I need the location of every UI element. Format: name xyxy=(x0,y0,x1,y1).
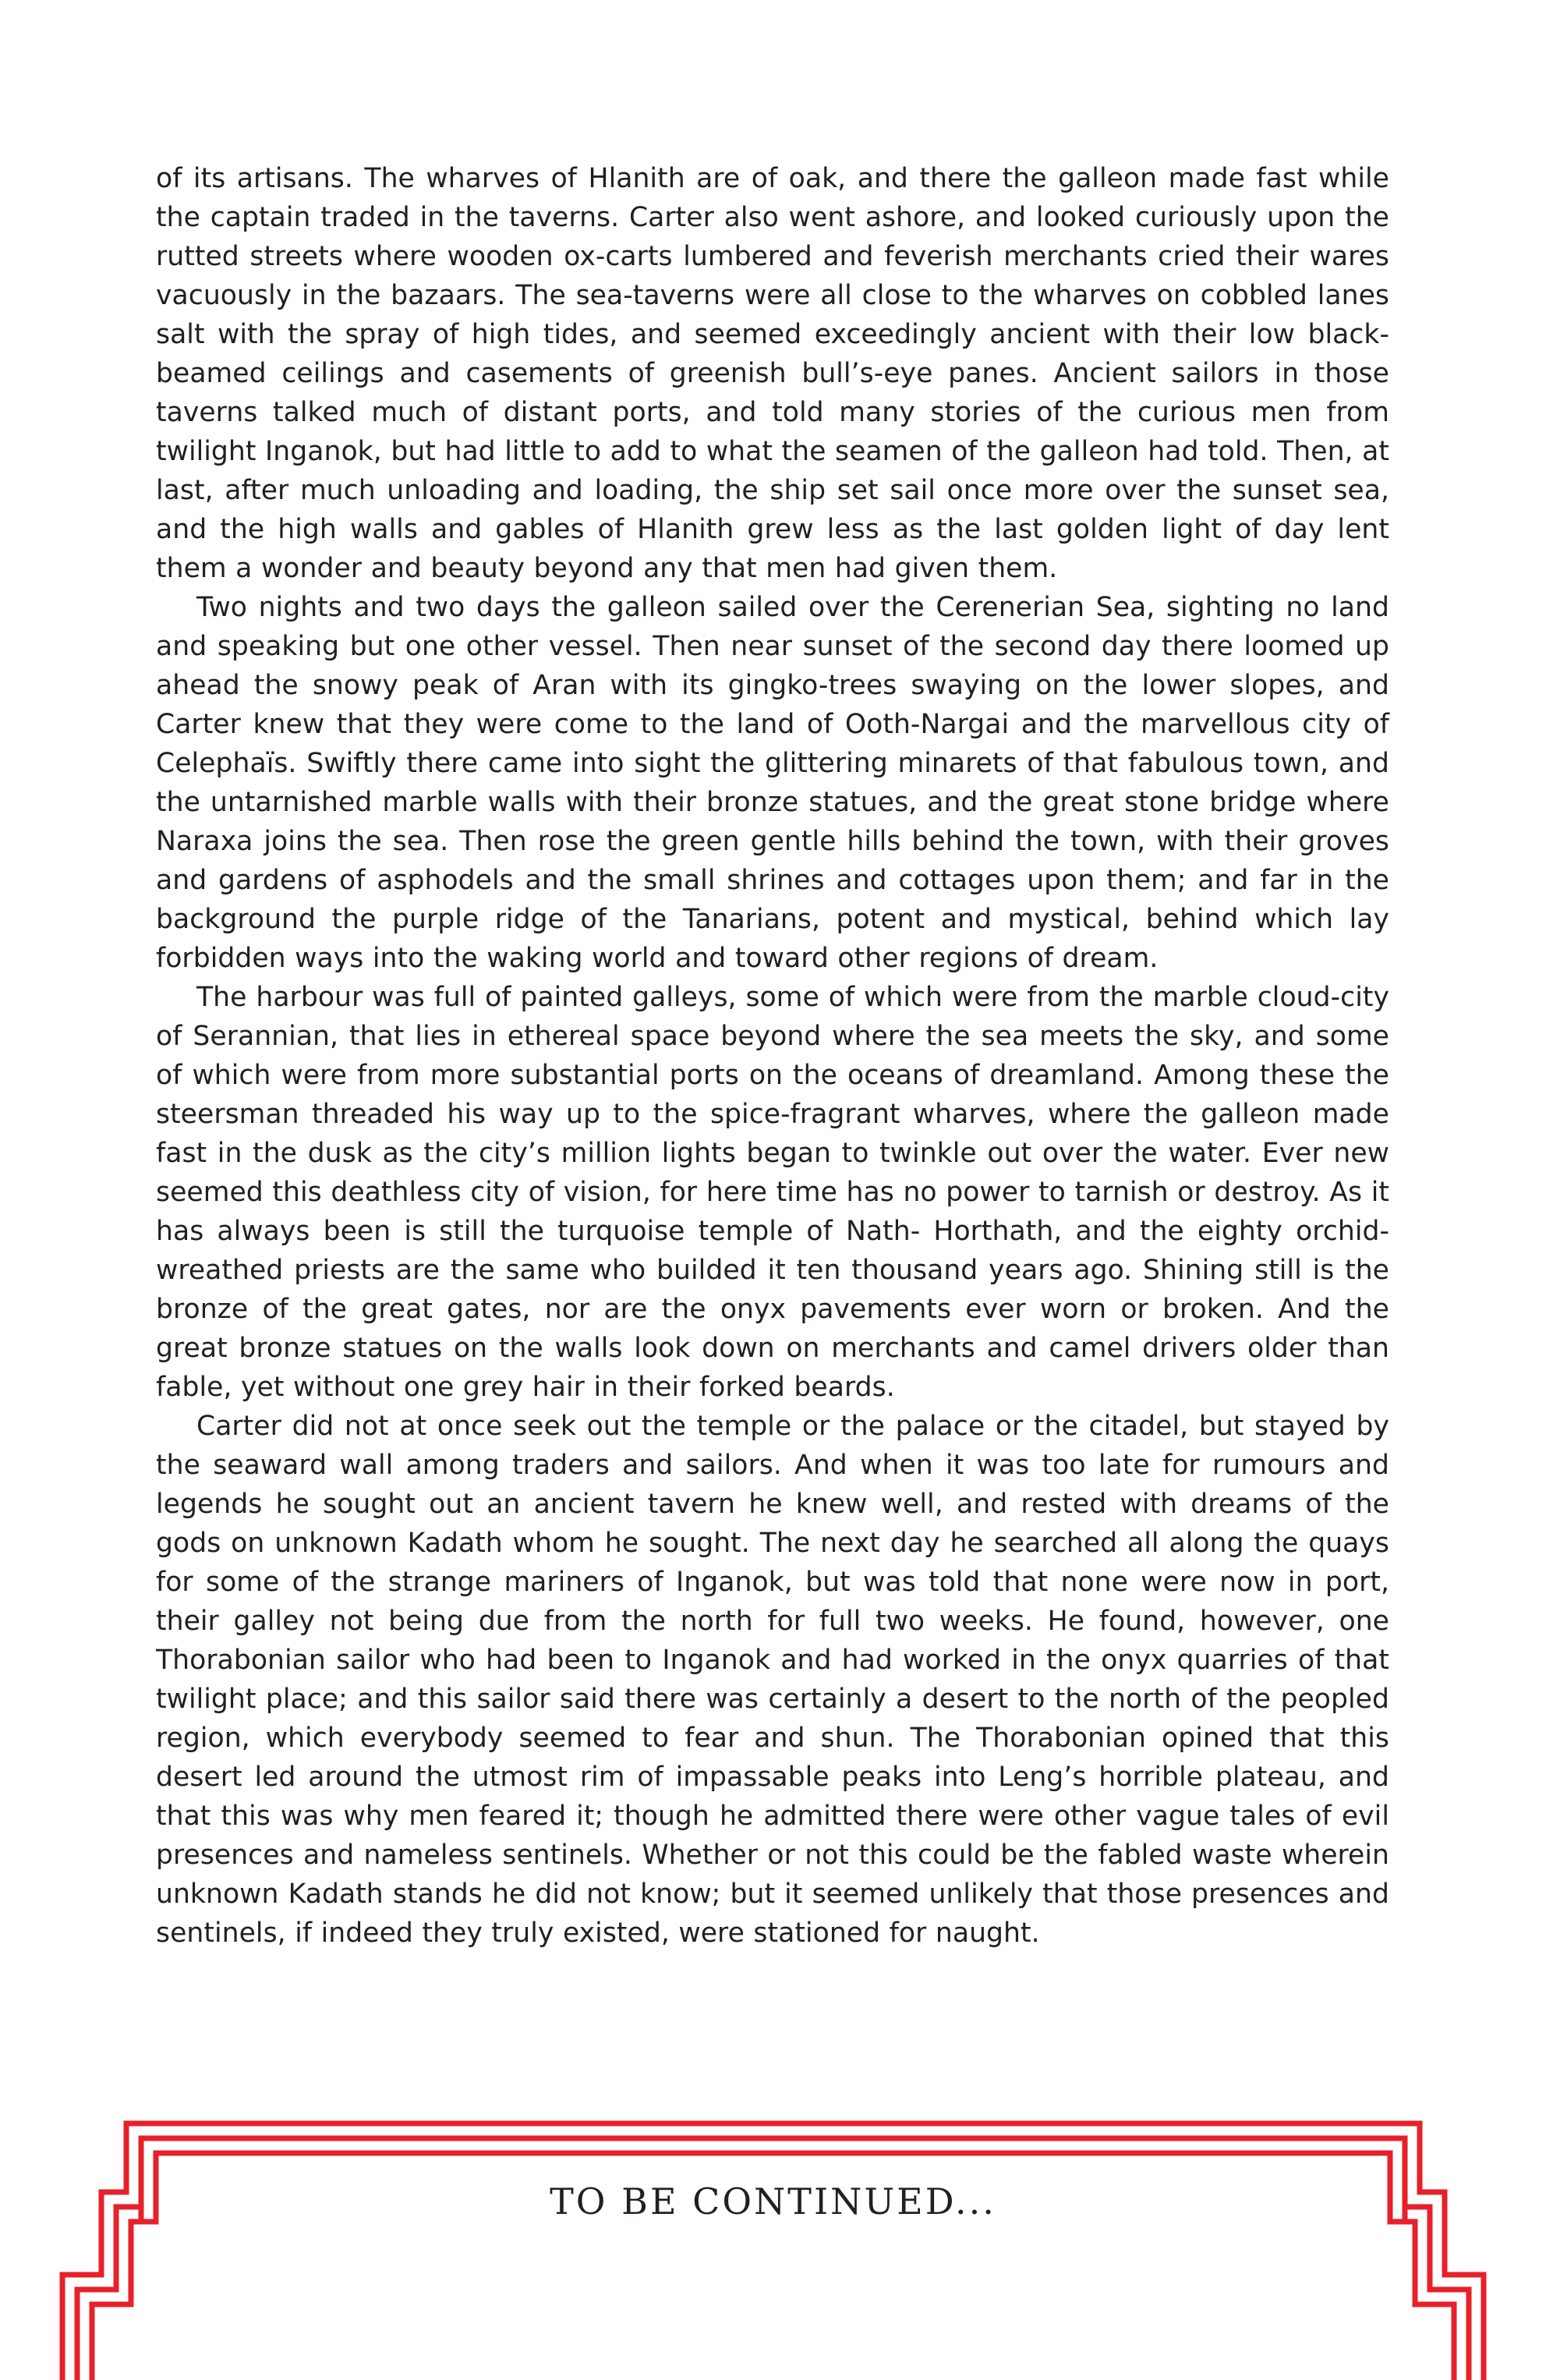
paragraph-cerenerian-sea: Two nights and two days the galleon sailed over the Cerenerian Sea, sighting no land and speaking but one other vessel. Then near sunset of the second day there loomed up ahead the snowy peak of Aran with its gingko-trees swaying on the lower slopes, and Carter knew that they were come to the land of Ooth-Nargai and the marvellous city of Celephaïs. Swiftly there came into sight the glittering minarets of that fabulous town, and the untarnished marble walls with their bronze statues, and the great stone bridge where Naraxa joins the sea. Then rose the green gentle hills behind the town, with their groves and gardens of asphodels and the small shrines and cottages upon them; and far in the background the purple ridge of the Tanarians, potent and mystical, behind which lay forbidden ways into the waking world and toward other regions of dream. xyxy=(156,592,1389,974)
to-be-continued-banner: TO BE CONTINUED... xyxy=(550,2180,996,2222)
paragraph-carter-tavern: Carter did not at once seek out the temple or the palace or the citadel, but stayed by the seaward wall among traders and sailors. And when it was too late for rumours and legends he sought out an ancient tavern he knew well, and rested with dreams of the gods on unknown Kadath whom he sought. The next day he searched all along the quays for some of the strange mariners of Inganok, but was told that none were now in port, their galley not being due from the north for full two weeks. He found, however, one Thorabonian sailor who had been to Inganok and had worked in the onyx quarries of that twilight place; and this sailor said there was certainly a desert to the north of the peopled region, which everybody seemed to fear and shun. The Thorabonian opined that this desert led around the utmost rim of impassable peaks into Leng’s horrible plateau, and that this was why men feared it; though he admitted there were other vague tales of evil presences and nameless sentinels. Whether or not this could be the fabled waste wherein unknown Kadath stands he did not know; but it seemed unlikely that those presences and sentinels, if indeed they truly existed, were stationed for naught. xyxy=(156,1411,1389,1949)
paragraph-harbour: The harbour was full of painted galleys, some of which were from the marble cloud-city of Serannian, that lies in ethereal space beyond where the sea meets the sky, and some of which were from more substantial ports on the oceans of dreamland. Among these the steersman threaded his way up to the spice-fragrant wharves, where the galleon made fast in the dusk as the city’s million lights began to twinkle out over the water. Ever new seemed this deathless city of vision, for here time has no power to tarnish or destroy. As it has always been is still the turquoise temple of Nath- Horthath, and the eighty orchid-wreathed priests are the same who builded it ten thousand years ago. Shining still is the bronze of the great gates, nor are the onyx pavements ever worn or broken. And the great bronze statues on the walls look down on merchants and camel drivers older than fable, yet without one grey hair in their forked beards. xyxy=(156,982,1389,1403)
frame-line-middle xyxy=(77,2138,1469,2380)
paragraph-hlanith: of its artisans. The wharves of Hlanith are of oak, and there the galleon made fast while the captain traded in the taverns. Carter also went ashore, and looked curiously upon the rutted streets where wooden ox-carts lumbered and feverish merchants cried their wares vacuously in the bazaars. The sea-taverns were all close to the wharves on cobbled lanes salt with the spray of high tides, and seemed exceedingly ancient with their low black-beamed ceilings and casements of greenish bull’s-eye panes. Ancient sailors in those taverns talked much of distant ports, and told many stories of the curious men from twilight Inganok, but had little to add to what the seamen of the galleon had told. Then, at last, after much unloading and loading, the ship set sail once more over the sunset sea, and the high walls and gables of Hlanith grew less as the last golden light of day lent them a wonder and beauty beyond any that men had given them. xyxy=(156,163,1389,584)
decorative-frame xyxy=(0,2090,1546,2380)
frame-line-outer xyxy=(62,2123,1484,2380)
story-text xyxy=(156,159,1389,1953)
